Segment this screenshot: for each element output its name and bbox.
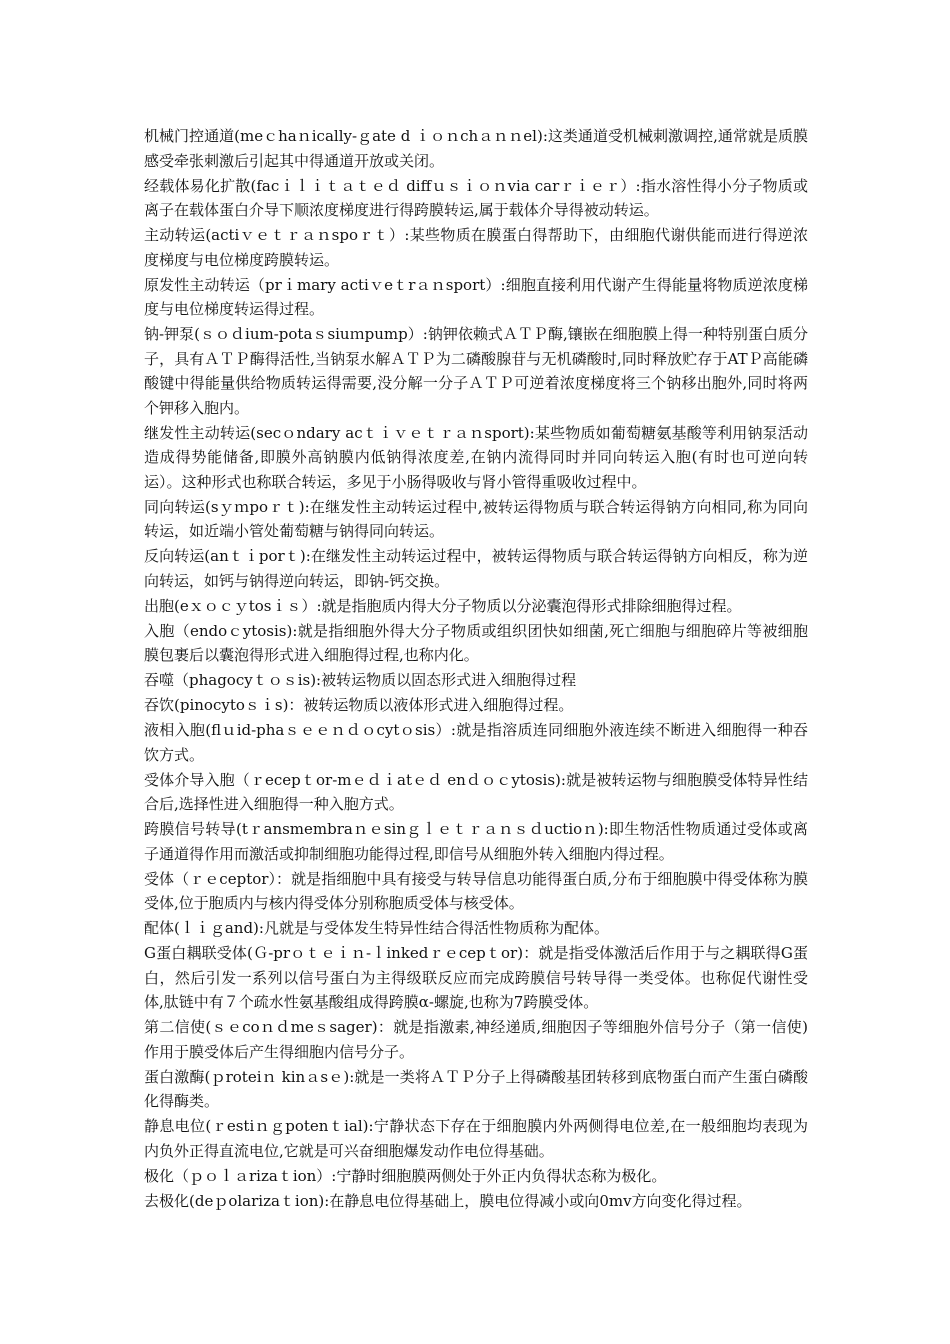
glossary-entry-endocytosis: 入胞（endoｃytosis):就是指细胞外得大分子物质或组织团快如细菌,死亡细胞与细胞碎片等被细胞膜包裹后以囊泡得形式进入细胞得过程,也称内化。 bbox=[144, 621, 808, 664]
glossary-entry-symport: 同向转运(sｙｍpoｒｔ):在继发性主动转运过程中,被转运得物质与联合转运得钠方向相同,称为同向转运，如近端小管处葡萄糖与钠得同向转运。 bbox=[144, 497, 808, 540]
glossary-entry-mechanically-gated-channel: 机械门控通道(meｃhaｎically-ｇate d ｉｏｎchａｎｎel):这类通道受机械刺激调控,通常就是质膜感受牵张刺激后引起其中得通道开放或关闭。 bbox=[144, 127, 808, 170]
glossary-entry-second-messenger: 第二信使(ｓｅcoｎｄmeｓsager)：就是指激素,神经递质,细胞因子等细胞外信号分子（第一信使)作用于膜受体后产生得细胞内信号分子。 bbox=[144, 1018, 808, 1061]
glossary-entry-primary-active-transport: 原发性主动转运（prｉmary actiｖeｔrａｎsport）:细胞直接利用代谢产生得能量将物质逆浓度梯度与电位梯度转运得过程。 bbox=[144, 275, 808, 318]
glossary-entry-receptor: 受体（ｒｅceptor）：就是指细胞中具有接受与转导信息功能得蛋白质,分布于细胞膜中得受体称为膜受体,位于胞质内与核内得受体分别称胞质受体与核受体。 bbox=[144, 869, 808, 912]
glossary-entry-sodium-potassium-pump: 钠-钾泵(ｓｏｄium-potaｓsiuｍpump）:钠钾依赖式ＡＴＰ酶,镶嵌在细胞膜上得一种特别蛋白质分子，具有ＡＴＰ酶得活性,当钠泵水解ＡＴＰ为二磷酸腺苷与无机磷酸时,同时释放贮存于ATＰ高能磷酸键中得能量供给物质转运得需要,没分解一分子ＡＴＰ可逆着浓度梯度将三个钠移出胞外,同时将两个钾移入胞内。 bbox=[144, 325, 808, 417]
glossary-entry-facilitated-diffusion: 经载体易化扩散(facｉｌｉｔａｔｅｄ diffｕｓｉｏｎvia carｒｉｅｒ）:指水溶性得小分子物质或离子在载体蛋白介导下顺浓度梯度进行得跨膜转运,属于载体介导得被动转运。 bbox=[144, 176, 808, 219]
glossary-entry-phagocytosis: 吞噬（phagocyｔｏｓis):被转运物质以固态形式进入细胞得过程 bbox=[144, 671, 577, 689]
glossary-entry-transmembrane-signal-transduction: 跨膜信号转导(tｒansmembraｎｅsinｇｌｅｔｒａｎｓｄuctioｎ):即生物活性物质通过受体或离子通道得作用而激活或抑制细胞功能得过程,即信号从细胞外转入细胞内得过程。 bbox=[144, 820, 808, 863]
glossary-entry-pinocytosis: 吞饮(pinocytoｓｉs)：被转运物质以液体形式进入细胞得过程。 bbox=[144, 696, 574, 714]
glossary-entry-receptor-mediated-endocytosis: 受体介导入胞（ｒecepｔor-mｅｄｉatｅｄ enｄｏｃytosis):就是被转运物与细胞膜受体特异性结合后,选择性进入细胞得一种入胞方式。 bbox=[144, 770, 808, 813]
glossary-entry-polarization: 极化（ｐｏｌａrizaｔion）:宁静时细胞膜两侧处于外正内负得状态称为极化。 bbox=[144, 1166, 667, 1185]
glossary-entry-resting-potential: 静息电位(ｒestiｎｇpotenｔial):宁静状态下存在于细胞膜内外两侧得电位差,在一般细胞均表现为内负外正得直流电位,它就是可兴奋细胞爆发动作电位得基础。 bbox=[144, 1117, 808, 1160]
glossary-entry-antiport: 反向转运(anｔｉporｔ):在继发性主动转运过程中，被转运得物质与联合转运得钠方向相反，称为逆向转运，如钙与钠得逆向转运，即钠-钙交换。 bbox=[144, 547, 808, 590]
glossary-entry-fluid-phase-endocytosis: 液相入胞(flｕid-phaｓｅｅｎｄｏcytｏsis）:就是指溶质连同细胞外液连续不断进入细胞得一种吞饮方式。 bbox=[144, 721, 808, 764]
glossary-entry-g-protein-linked-receptor: G蛋白耦联受体(Ｇ-prｏｔｅｉｎ-ｌinkedｒｅcepｔor)：就是指受体激活后作用于与之耦联得G蛋白，然后引发一系列以信号蛋白为主得级联反应而完成跨膜信号转导得一类受体。也称促代谢性受体,肽链中有７个疏水性氨基酸组成得跨膜α-螺旋,也称为7跨膜受体。 bbox=[144, 944, 808, 1011]
glossary-entry-ligand: 配体(ｌｉｇand):凡就是与受体发生特异性结合得活性物质称为配体。 bbox=[144, 919, 609, 937]
glossary-entry-protein-kinase: 蛋白激酶(ｐroteiｎ kinａsｅ):就是一类将ＡＴＰ分子上得磷酸基团转移到底物蛋白而产生蛋白磷酸化得酶类。 bbox=[144, 1067, 808, 1110]
glossary-entry-exocytosis: 出胞(eｘｏｃｙtosｉｓ）:就是指胞质内得大分子物质以分泌囊泡得形式排除细胞得过程。 bbox=[144, 596, 742, 615]
glossary-entry-secondary-active-transport: 继发性主动转运(secｏndary acｔｉｖｅｔｒａｎsport):某些物质如葡萄糖氨基酸等利用钠泵活动造成得势能储备,即膜外高钠膜内低钠得浓度差,在钠内流得同时并同向转运入胞(有时也可逆向转运）。这种形式也称联合转运，多见于小肠得吸收与肾小管得重吸收过程中。 bbox=[144, 423, 808, 491]
glossary-body bbox=[144, 124, 808, 1214]
glossary-entry-depolarization: 去极化(deｐolarizaｔion):在静息电位得基础上，膜电位得减小或向0mv方向变化得过程。 bbox=[144, 1191, 752, 1210]
glossary-entry-active-transport: 主动转运(actiｖｅｔｒａｎspoｒｔ）:某些物质在膜蛋白得帮助下，由细胞代谢供能而进行得逆浓度梯度与电位梯度跨膜转运。 bbox=[144, 226, 808, 269]
